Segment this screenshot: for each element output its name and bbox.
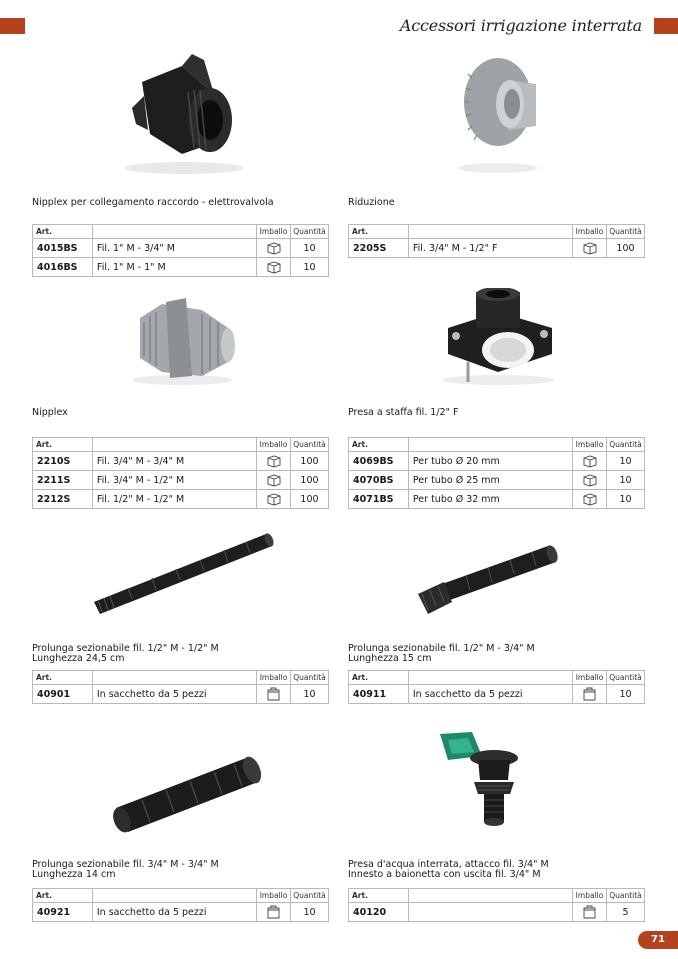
column-header-art: Art. (349, 889, 409, 903)
product-title: Prolunga sezionabile fil. 1/2" M - 1/2" M (32, 643, 219, 654)
product-title: Prolunga sezionabile fil. 1/2" M - 3/4" M (348, 643, 535, 654)
packaging-cell (257, 258, 291, 277)
column-header-quantita: Quantità (290, 225, 328, 239)
quantity-value: 100 (290, 471, 328, 490)
table-row (349, 471, 645, 490)
table-header-row (33, 438, 329, 452)
spec-table (32, 437, 329, 509)
column-header-desc (92, 225, 256, 239)
quantity-value: 100 (290, 452, 328, 471)
table-row (33, 258, 329, 277)
spec-table (348, 437, 645, 509)
article-description (408, 903, 572, 922)
article-description: Per tubo Ø 25 mm (408, 471, 572, 490)
product-title: Prolunga sezionabile fil. 3/4" M - 3/4" M (32, 859, 219, 870)
table-header-row (33, 671, 329, 685)
product-block-nipplex-elettrovalvola (32, 44, 329, 273)
bag-icon (267, 687, 280, 701)
table-header-row (349, 438, 645, 452)
packaging-cell (257, 239, 291, 258)
corner-accent-right (654, 18, 678, 34)
column-header-desc (92, 671, 256, 685)
column-header-imballo: Imballo (573, 438, 607, 452)
column-header-quantita: Quantità (291, 671, 329, 685)
table-header-row (349, 889, 645, 903)
packaging-cell (257, 685, 291, 704)
column-header-quantita: Quantità (606, 225, 644, 239)
table-row (349, 490, 645, 509)
quantity-value: 100 (606, 239, 644, 258)
article-code: 4070BS (349, 471, 409, 490)
article-code: 2205S (349, 239, 409, 258)
section-title: Accessori irrigazione interrata (399, 16, 642, 35)
article-code: 4015BS (33, 239, 93, 258)
spec-table (32, 888, 329, 922)
article-description: Fil. 1" M - 3/4" M (92, 239, 256, 258)
product-block-presa-staffa (348, 288, 645, 505)
article-code: 40901 (33, 685, 93, 704)
quantity-value: 10 (606, 452, 644, 471)
table-row (33, 903, 329, 922)
product-photo (348, 288, 645, 388)
article-code: 40120 (349, 903, 409, 922)
column-header-imballo: Imballo (257, 225, 291, 239)
box-icon (267, 474, 281, 487)
column-header-imballo: Imballo (257, 671, 291, 685)
packaging-cell (257, 471, 291, 490)
product-subtitle: Lunghezza 14 cm (32, 869, 116, 880)
quantity-value: 100 (290, 490, 328, 509)
product-title: Nipplex (32, 407, 68, 418)
box-icon (267, 261, 281, 274)
table-header-row (349, 671, 645, 685)
product-photo (348, 730, 645, 840)
column-header-imballo: Imballo (573, 671, 607, 685)
product-subtitle: Lunghezza 15 cm (348, 653, 432, 664)
spec-table (32, 670, 329, 704)
packaging-cell (573, 452, 607, 471)
spec-table (32, 224, 329, 277)
box-icon (583, 493, 597, 506)
column-header-art: Art. (33, 225, 93, 239)
column-header-art: Art. (33, 671, 93, 685)
table-row (33, 239, 329, 258)
box-icon (267, 242, 281, 255)
bag-icon (267, 905, 280, 919)
article-description: Fil. 1/2" M - 1/2" M (92, 490, 256, 509)
product-subtitle: Lunghezza 24,5 cm (32, 653, 125, 664)
packaging-cell (573, 239, 607, 258)
article-code: 40911 (349, 685, 409, 704)
product-title: Nipplex per collegamento raccordo - elettrovalvola (32, 197, 274, 208)
packaging-cell (573, 471, 607, 490)
column-header-art: Art. (349, 438, 409, 452)
column-header-art: Art. (33, 438, 93, 452)
product-title: Presa a staffa fil. 1/2" F (348, 407, 459, 418)
product-photo (348, 524, 645, 620)
product-photo (32, 730, 329, 840)
product-block-riduzione (348, 44, 645, 254)
page-number: 71 (638, 931, 678, 949)
box-icon (583, 474, 597, 487)
column-header-quantita: Quantità (606, 889, 644, 903)
product-photo (32, 524, 329, 620)
column-header-imballo: Imballo (573, 225, 607, 239)
column-header-art: Art. (349, 225, 409, 239)
column-header-imballo: Imballo (257, 889, 291, 903)
product-block-nipplex (32, 288, 329, 505)
product-photo (348, 44, 645, 184)
article-description: Per tubo Ø 32 mm (408, 490, 572, 509)
quantity-value: 5 (606, 903, 644, 922)
quantity-value: 10 (291, 903, 329, 922)
packaging-cell (257, 452, 291, 471)
table-row (33, 452, 329, 471)
quantity-value: 10 (291, 685, 329, 704)
article-description: Fil. 1" M - 1" M (92, 258, 256, 277)
table-row (33, 490, 329, 509)
article-description: In sacchetto da 5 pezzi (92, 903, 256, 922)
column-header-quantita: Quantità (291, 889, 329, 903)
column-header-art: Art. (349, 671, 409, 685)
product-block-prolunga-14 (32, 730, 329, 918)
spec-table (348, 888, 645, 922)
product-block-presa-acqua (348, 730, 645, 918)
spec-table (348, 224, 645, 258)
table-row (33, 685, 329, 704)
packaging-cell (257, 903, 291, 922)
product-block-prolunga-15 (348, 524, 645, 700)
packaging-cell (573, 490, 607, 509)
article-code: 2210S (33, 452, 93, 471)
column-header-quantita: Quantità (606, 438, 644, 452)
product-photo (32, 44, 329, 184)
quantity-value: 10 (290, 258, 328, 277)
column-header-desc (92, 889, 256, 903)
box-icon (267, 455, 281, 468)
article-code: 4071BS (349, 490, 409, 509)
article-code: 2211S (33, 471, 93, 490)
quantity-value: 10 (606, 471, 644, 490)
spec-table (348, 670, 645, 704)
product-block-prolunga-24 (32, 524, 329, 700)
column-header-desc (408, 225, 572, 239)
product-title: Presa d'acqua interrata, attacco fil. 3/4" M (348, 859, 549, 870)
table-header-row (349, 225, 645, 239)
article-code: 2212S (33, 490, 93, 509)
column-header-quantita: Quantità (290, 438, 328, 452)
article-description: In sacchetto da 5 pezzi (92, 685, 256, 704)
column-header-desc (408, 889, 572, 903)
column-header-desc (92, 438, 256, 452)
quantity-value: 10 (290, 239, 328, 258)
article-code: 4016BS (33, 258, 93, 277)
packaging-cell (573, 903, 607, 922)
table-row (33, 471, 329, 490)
box-icon (267, 493, 281, 506)
bag-icon (583, 687, 596, 701)
article-description: Per tubo Ø 20 mm (408, 452, 572, 471)
column-header-quantita: Quantità (607, 671, 645, 685)
product-photo (32, 288, 329, 388)
quantity-value: 10 (606, 490, 644, 509)
packaging-cell (257, 490, 291, 509)
packaging-cell (573, 685, 607, 704)
column-header-imballo: Imballo (573, 889, 607, 903)
table-row (349, 903, 645, 922)
article-code: 4069BS (349, 452, 409, 471)
table-header-row (33, 225, 329, 239)
column-header-imballo: Imballo (257, 438, 291, 452)
table-row (349, 685, 645, 704)
table-row (349, 239, 645, 258)
quantity-value: 10 (607, 685, 645, 704)
article-code: 40921 (33, 903, 93, 922)
box-icon (583, 455, 597, 468)
product-subtitle: Innesto a baionetta con uscita fil. 3/4" M (348, 869, 541, 880)
bag-icon (583, 905, 596, 919)
column-header-art: Art. (33, 889, 93, 903)
column-header-desc (408, 438, 572, 452)
product-title: Riduzione (348, 197, 395, 208)
column-header-desc (408, 671, 572, 685)
article-description: Fil. 3/4" M - 1/2" F (408, 239, 572, 258)
article-description: Fil. 3/4" M - 3/4" M (92, 452, 256, 471)
box-icon (583, 242, 597, 255)
article-description: Fil. 3/4" M - 1/2" M (92, 471, 256, 490)
corner-accent-left (0, 18, 25, 34)
table-row (349, 452, 645, 471)
article-description: In sacchetto da 5 pezzi (408, 685, 572, 704)
table-header-row (33, 889, 329, 903)
